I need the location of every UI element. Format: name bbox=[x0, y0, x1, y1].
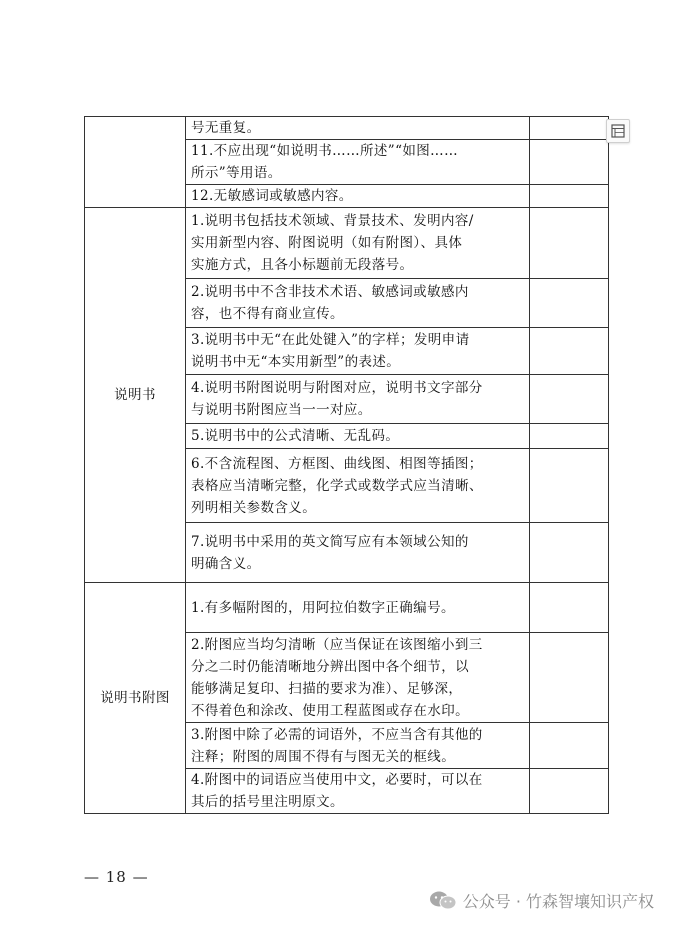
table-row bbox=[85, 583, 609, 633]
item-cell: 3.附图中除了必需的词语外，不应当含有其他的 注释；附图的周围不得有与图无关的框线。 bbox=[186, 723, 530, 769]
check-cell bbox=[530, 140, 609, 185]
table-row bbox=[85, 117, 609, 140]
watermark-text: 公众号 · 竹森智壤知识产权 bbox=[462, 891, 654, 911]
check-cell bbox=[530, 328, 609, 375]
item-cell: 2.附图应当均匀清晰（应当保证在该图缩小到三 分之二时仍能清晰地分辨出图中各个细节，以 能够满足复印、扫描的要求为准）、足够深， 不得着色和涂改、使用工程蓝图或存在水印。 bbox=[186, 633, 530, 723]
check-cell bbox=[530, 279, 609, 328]
check-cell bbox=[530, 449, 609, 523]
wechat-icon bbox=[429, 890, 457, 910]
item-cell: 号无重复。 bbox=[186, 117, 530, 140]
item-cell: 3.说明书中无“在此处键入”的字样；发明申请 说明书中无“本实用新型”的表述。 bbox=[186, 328, 530, 375]
check-cell bbox=[530, 208, 609, 279]
check-cell bbox=[530, 723, 609, 769]
checklist-table bbox=[84, 116, 609, 814]
item-cell: 11.不应出现“如说明书……所述”“如图…… 所示”等用语。 bbox=[186, 140, 530, 185]
check-cell bbox=[530, 583, 609, 633]
item-cell: 6.不含流程图、方框图、曲线图、相图等插图； 表格应当清晰完整，化学式或数学式应当清晰、 列明相关参数含义。 bbox=[186, 449, 530, 523]
table-icon-glyph bbox=[611, 124, 625, 138]
item-cell: 5.说明书中的公式清晰、无乱码。 bbox=[186, 424, 530, 449]
table-icon[interactable] bbox=[606, 119, 630, 143]
category-cell-description: 说明书 bbox=[85, 208, 186, 583]
check-cell bbox=[530, 523, 609, 583]
table-row bbox=[85, 208, 609, 279]
check-cell bbox=[530, 375, 609, 424]
check-cell bbox=[530, 633, 609, 723]
item-cell: 4.附图中的词语应当使用中文，必要时，可以在 其后的括号里注明原文。 bbox=[186, 769, 530, 814]
category-cell-previous bbox=[85, 117, 186, 208]
watermark bbox=[429, 887, 654, 913]
check-cell bbox=[530, 185, 609, 208]
item-cell: 12.无敏感词或敏感内容。 bbox=[186, 185, 530, 208]
item-cell: 1.说明书包括技术领域、背景技术、发明内容/ 实用新型内容、附图说明（如有附图）、具体 实施方式，且各小标题前无段落号。 bbox=[186, 208, 530, 279]
page-number: — 18 — bbox=[84, 868, 149, 886]
category-cell-drawings: 说明书附图 bbox=[85, 583, 186, 814]
check-cell bbox=[530, 769, 609, 814]
check-cell bbox=[530, 117, 609, 140]
item-cell: 7.说明书中采用的英文简写应有本领域公知的 明确含义。 bbox=[186, 523, 530, 583]
check-cell bbox=[530, 424, 609, 449]
item-cell: 1.有多幅附图的，用阿拉伯数字正确编号。 bbox=[186, 583, 530, 633]
item-cell: 4.说明书附图说明与附图对应，说明书文字部分 与说明书附图应当一一对应。 bbox=[186, 375, 530, 424]
item-cell: 2.说明书中不含非技术术语、敏感词或敏感内 容，也不得有商业宣传。 bbox=[186, 279, 530, 328]
